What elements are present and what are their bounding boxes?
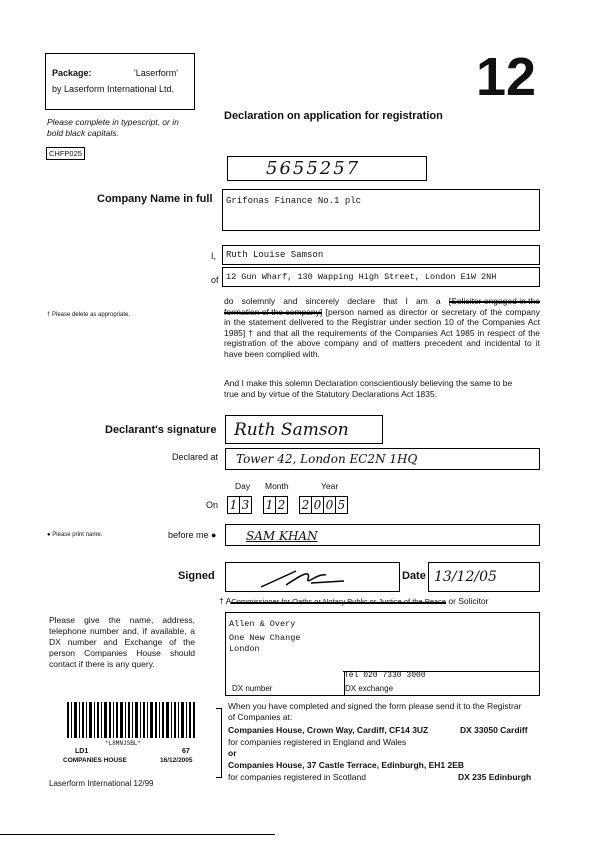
send-edinburgh: Companies House, 37 Castle Terrace, Edinburgh, EH1 2EB xyxy=(228,760,465,770)
declaration-text-2: [person named as director or secretary of the company in the statement delivered to the Registrar under section 10 of the Companies Act 1985] † and that all the requirements of the Companies Act 1985 in respect of the registration of the above company and of matters precedent and incidental to it have been complied with. xyxy=(224,306,540,359)
signature-field[interactable] xyxy=(225,415,383,444)
form-code: CHFP025 xyxy=(46,147,85,160)
before-me-field[interactable] xyxy=(225,524,540,546)
send-edinburgh-note: for companies registered in Scotland xyxy=(228,772,366,782)
day-header: Day xyxy=(235,481,251,491)
package-name: 'Laserform' xyxy=(134,68,178,78)
date-label: Date xyxy=(402,570,426,582)
dx-exchange-label: DX exchange xyxy=(345,684,394,693)
package-label: Package: xyxy=(52,68,92,78)
declaration-text xyxy=(224,296,540,360)
date-cell-day-2[interactable]: 3 xyxy=(239,496,252,514)
date-cell-month-2[interactable]: 2 xyxy=(275,496,288,514)
commissioner-line xyxy=(219,596,489,606)
of-label: of xyxy=(211,275,219,285)
signed-date: 13/12/05 xyxy=(434,569,497,585)
bottom-rule xyxy=(0,834,275,835)
on-label: On xyxy=(206,500,219,510)
print-name-note: ● Please print name. xyxy=(47,532,103,538)
contact-line-1: Allen & Overy xyxy=(229,619,296,629)
commissioner-prefix: † A xyxy=(219,596,232,606)
declarant-address-field[interactable] xyxy=(222,267,540,287)
i-label: I, xyxy=(211,251,217,261)
contact-note: Please give the name, address, telephone number and, if available, a DX number and Exchange of the person Companies House should contact if there is any query. xyxy=(49,615,195,669)
send-cardiff-dx: DX 33050 Cardiff xyxy=(460,725,528,735)
barcode-house: COMPANIES HOUSE xyxy=(63,757,127,764)
declared-at: Tower 42, London EC2N 1HQ xyxy=(236,452,418,466)
footer-note: Laserform International 12/99 xyxy=(49,779,154,788)
date-cell-year-4[interactable]: 5 xyxy=(335,496,348,514)
date-cell-year-2[interactable]: 0 xyxy=(311,496,324,514)
commissioner-signature-scribble xyxy=(256,565,346,591)
date-cells[interactable] xyxy=(227,496,372,514)
barcode-area xyxy=(45,702,220,776)
contact-tel: Tel 020 7330 3000 xyxy=(344,671,426,680)
send-or: or xyxy=(228,748,237,758)
bracket xyxy=(216,708,222,778)
date-cell-month-1[interactable]: 1 xyxy=(263,496,276,514)
commissioner-suffix: or Solicitor xyxy=(448,596,489,606)
commissioner-signature-field[interactable] xyxy=(225,562,400,592)
contact-line-2: One New Change xyxy=(229,633,301,643)
declaration-strike-2: formation of the company] xyxy=(224,306,323,317)
declarant-name-field[interactable] xyxy=(222,245,540,265)
declarant-address: 12 Gun Wharf, 130 Wapping High Street, London E1W 2NH xyxy=(226,272,497,282)
package-by: by Laserform International Ltd. xyxy=(52,84,175,94)
dx-number-label: DX number xyxy=(232,684,273,693)
company-number-field[interactable] xyxy=(227,156,427,181)
declaration-strike-1: [Solicitor engaged in the xyxy=(448,296,540,306)
delete-note: † Please delete as appropriate. xyxy=(47,312,131,318)
signed-label: Signed xyxy=(178,570,215,582)
barcode-ld: LD1 xyxy=(75,748,89,755)
send-edinburgh-dx: DX 235 Edinburgh xyxy=(458,772,532,782)
form-number: 12 xyxy=(476,47,537,107)
page-title: Declaration on application for registration xyxy=(224,110,443,122)
barcode-text: *L8MNJSBL* xyxy=(105,740,142,747)
commissioner-strike: Commissioner for Oaths or Notary Public or Justice of the Peace xyxy=(231,597,446,606)
year-header: Year xyxy=(321,481,339,491)
contact-line-3: London xyxy=(229,644,260,654)
declared-at-field[interactable] xyxy=(225,448,540,470)
date-cell-day-1[interactable]: 1 xyxy=(227,496,240,514)
barcode-num: 67 xyxy=(182,748,190,755)
date-cell-year-3[interactable]: 0 xyxy=(323,496,336,514)
signature: Ruth Samson xyxy=(234,420,349,440)
contact-box[interactable] xyxy=(225,612,540,696)
before-me: SAM KHAN xyxy=(246,529,318,543)
send-cardiff: Companies House, Crown Way, Cardiff, CF14 3UZ xyxy=(228,725,429,735)
declarant-name: Ruth Louise Samson xyxy=(226,250,324,260)
month-header: Month xyxy=(265,481,289,491)
send-intro: When you have completed and signed the form please send it to the Registrar of Companies at: xyxy=(228,701,522,722)
declaration-text-3: And I make this solemn Declaration conscientiously believing the same to be true and by virtue of the Statutory Declarations Act 1835. xyxy=(224,378,513,399)
barcode-date: 16/12/2005 xyxy=(160,757,193,764)
barcode-icon xyxy=(67,702,197,738)
declared-at-label: Declared at xyxy=(172,452,219,462)
send-cardiff-note: for companies registered in England and Wales xyxy=(228,737,407,747)
signed-date-field[interactable] xyxy=(428,562,540,592)
instructions: Please complete in typescript, or in bold black capitals. xyxy=(47,117,179,138)
declaration-text-1: do solemnly and sincerely declare that I am a xyxy=(224,296,441,306)
company-name-label: Company Name in full xyxy=(97,193,213,205)
before-me-label: before me ● xyxy=(168,530,217,540)
company-number: 5655257 xyxy=(266,158,361,179)
date-cell-year-1[interactable]: 2 xyxy=(299,496,312,514)
company-name: Grifonas Finance No.1 plc xyxy=(226,196,362,206)
package-box xyxy=(45,53,195,110)
signature-label: Declarant's signature xyxy=(105,424,217,436)
company-name-field[interactable] xyxy=(222,189,540,231)
